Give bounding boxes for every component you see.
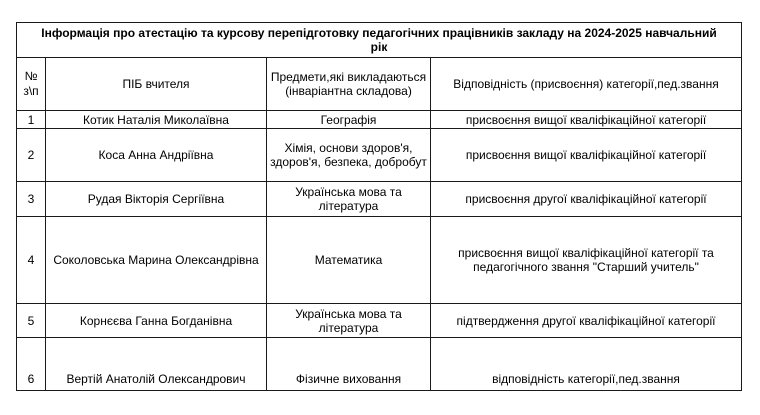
cell-number[interactable]: 6	[17, 338, 46, 391]
header-subjects[interactable]: Предмети,які викладаються (інваріантна складова)	[267, 58, 431, 111]
cell-subjects[interactable]: Українська мова та література	[267, 304, 431, 338]
cell-number[interactable]: 4	[17, 217, 46, 304]
cell-subjects[interactable]: Хімія, основи здоров'я, здоров'я, безпека, добробут	[267, 129, 431, 182]
table-row	[17, 304, 742, 338]
cell-category[interactable]: присвоєння вищої кваліфікаційної категорії	[431, 129, 742, 182]
cell-number[interactable]: 5	[17, 304, 46, 338]
table-row	[17, 182, 742, 217]
cell-subjects[interactable]: Математика	[267, 217, 431, 304]
header-category[interactable]: Відповідність (присвоєння) категорії,пед.звання	[431, 58, 742, 111]
cell-number[interactable]: 1	[17, 111, 46, 129]
cell-subjects[interactable]: Географія	[267, 111, 431, 129]
cell-name[interactable]: Рудая Вікторія Сергіївна	[46, 182, 267, 217]
header-row	[17, 58, 742, 111]
cell-name[interactable]: Коса Анна Андріївна	[46, 129, 267, 182]
cell-name[interactable]: Котик Наталія Миколаївна	[46, 111, 267, 129]
cell-subjects[interactable]: Українська мова та література	[267, 182, 431, 217]
cell-number[interactable]: 3	[17, 182, 46, 217]
header-name[interactable]: ПІБ вчителя	[46, 58, 267, 111]
table-row	[17, 338, 742, 391]
table-row	[17, 129, 742, 182]
table-title[interactable]: Інформація про атестацію та курсову перепідготовку педагогічних працівників закладу на 2024-2025 навчальний рік	[17, 23, 742, 58]
cell-subjects[interactable]: Фізичне виховання	[267, 338, 431, 391]
cell-category[interactable]: присвоєння вищої кваліфікаційної категорії та педагогічного звання "Старший учитель"	[431, 217, 742, 304]
spreadsheet-sheet	[16, 22, 742, 391]
cell-category[interactable]: підтвердження другої кваліфікаційної категорії	[431, 304, 742, 338]
cell-number[interactable]: 2	[17, 129, 46, 182]
cell-name[interactable]: Соколовська Марина Олександрівна	[46, 217, 267, 304]
table-row	[17, 111, 742, 129]
header-number[interactable]: № з\п	[17, 58, 46, 111]
cell-category[interactable]: присвоєння вищої кваліфікаційної категорії	[431, 111, 742, 129]
title-row	[17, 23, 742, 58]
table-row	[17, 217, 742, 304]
attestation-table	[16, 22, 742, 391]
cell-name[interactable]: Вертій Анатолій Олександрович	[46, 338, 267, 391]
cell-name[interactable]: Корнєєва Ганна Богданівна	[46, 304, 267, 338]
cell-category[interactable]: відповідність категорії,пед.звання	[431, 338, 742, 391]
cell-category[interactable]: присвоєння другої кваліфікаційної категорії	[431, 182, 742, 217]
